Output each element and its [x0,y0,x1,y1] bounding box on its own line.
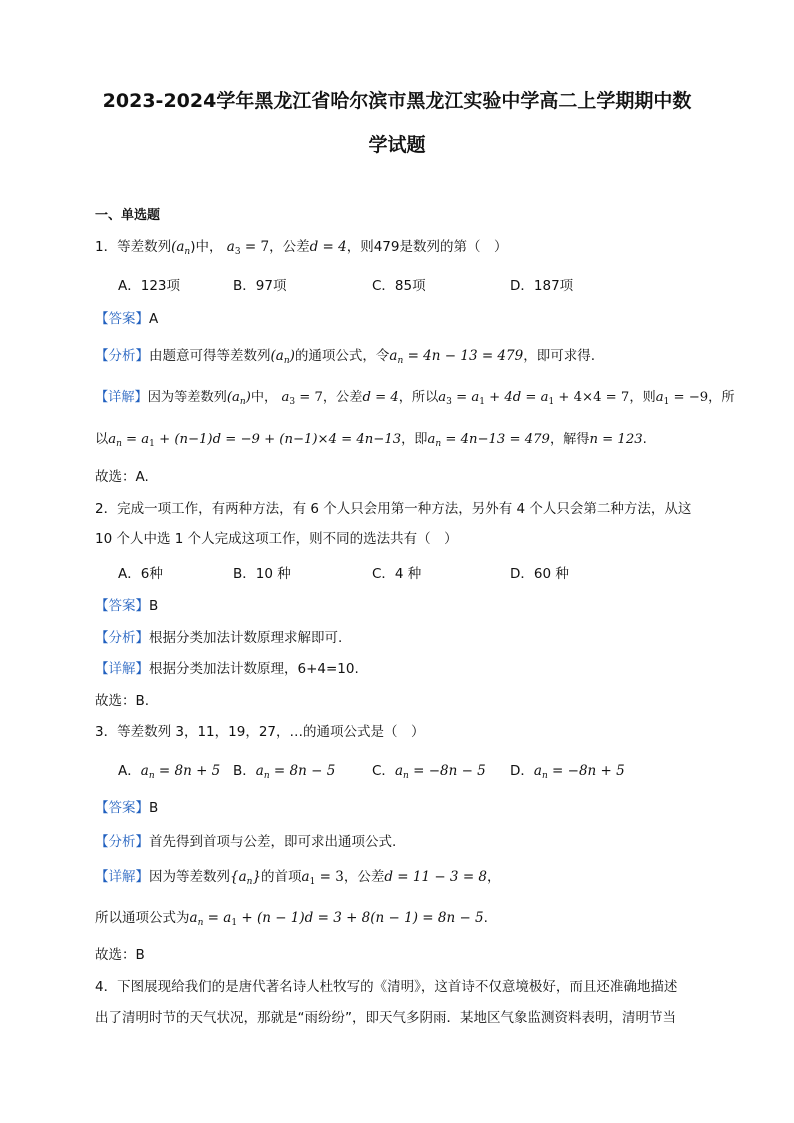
page-title: 2023-2024学年黑龙江省哈尔滨市黑龙江实验中学高二上学期期中数 [102,90,692,112]
q2-option-c: C．4 种 [372,566,422,582]
q1-detail-line2: 以$a_n = a_1 + (n-1)d = -9 + (n-1)\times 4 = 4n-13$，即$a_n = 4n-13 = 479$，解得n = 123. [95,432,647,449]
q3-option-c: C．$a_n = -8n - 5$ [372,763,486,781]
q3-detail-line1: 【详解】因为等差数列$\{a_n\}$的首项$a_1 = 3$，公差d = 11 − 3 = 8， [95,869,501,887]
q3-analysis: 【分析】首先得到首项与公差，即可求出通项公式. [95,834,397,850]
q3-conclusion: 故选：B [95,947,145,963]
q3-answer: 【答案】B [95,800,159,816]
q3-option-d: D．$a_n = -8n + 5$ [510,763,625,781]
q4-stem-line2: 出了清明时节的天气状况，那就是“雨纷纷”，即天气多阴雨．某地区气象监测资料表明，清明节当 [95,1010,676,1026]
q2-option-d: D．60 种 [510,566,569,582]
q1-option-b: B．97项 [233,278,287,294]
q2-stem-line2: 10 个人中选 1 个人完成这项工作，则不同的选法共有（ ） [95,531,458,547]
q1-detail-line1: 【详解】因为等差数列$(a_n)$中， $a_3 = 7$，公差d = 4，所以$a_3 = a_1 + 4d = a_1 + 4\times 4 = 7$，则$a_1 = -9$，所 [95,390,735,407]
q3-stem: 3．等差数列 3，11，19，27，…的通项公式是（ ） [95,724,425,740]
q1-analysis: 【分析】由题意可得等差数列$(a_n)$的通项公式，令$a_n = 4n - 13 = 479$，即可求得. [95,348,595,366]
q2-option-b: B．10 种 [233,566,291,582]
page-title-line2: 学试题 [368,134,426,156]
q1-option-c: C．85项 [372,278,426,294]
q4-stem-line1: 4．下图展现给我们的是唐代著名诗人杜牧写的《清明》，这首诗不仅意境极好，而且还准确地描述 [95,979,678,995]
q3-detail-line2: 所以通项公式为$a_n = a_1 + (n - 1)d = 3 + 8(n - 1) = 8n - 5$. [95,910,488,928]
q1-option-a: A．123项 [118,278,181,294]
q2-detail: 【详解】根据分类加法计数原理，6+4=10. [95,661,359,677]
q2-option-a: A．6种 [118,566,163,582]
q1-stem: 1．等差数列$(a_n)$中， $a_3 = 7$，公差d = 4，则479是数列的第（ ） [95,239,508,257]
q1-option-d: D．187项 [510,278,574,294]
q2-conclusion: 故选：B. [95,693,150,709]
q3-option-a: A．$a_n = 8n + 5$ [118,763,221,781]
q3-option-b: B．$a_n = 8n - 5$ [233,763,336,781]
q1-conclusion: 故选：A. [95,469,149,485]
q2-analysis: 【分析】根据分类加法计数原理求解即可. [95,630,343,646]
q1-answer: 【答案】A [95,311,159,327]
q2-stem-line1: 2．完成一项工作，有两种方法，有 6 个人只会用第一种方法，另外有 4 个人只会第二种方法，从这 [95,501,692,517]
q2-answer: 【答案】B [95,598,159,614]
section-heading: 一、单选题 [95,208,161,223]
